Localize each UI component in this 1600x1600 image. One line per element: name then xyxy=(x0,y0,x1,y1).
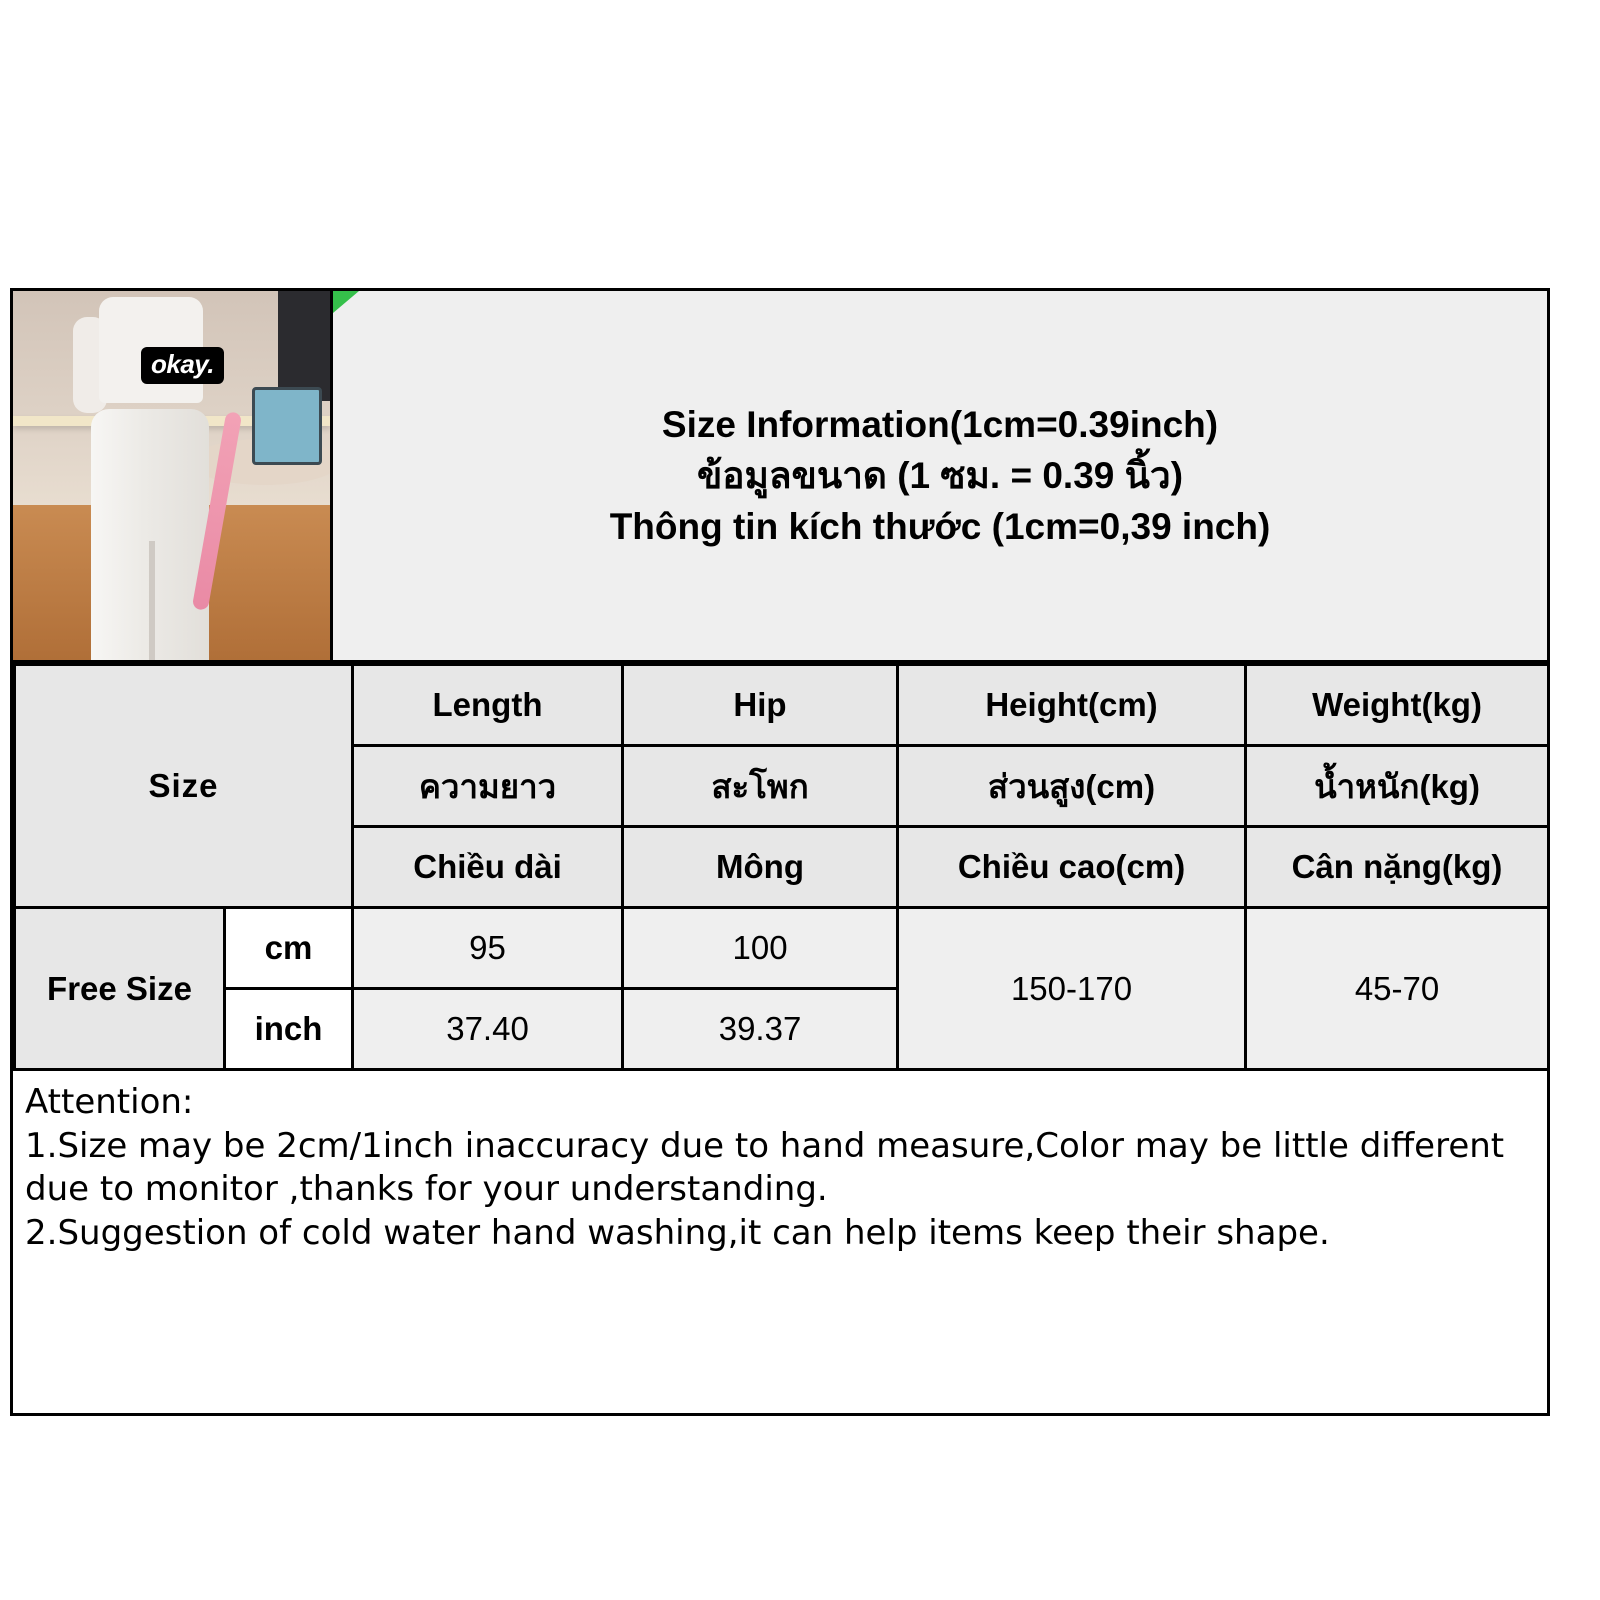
photo-badge: okay. xyxy=(141,347,224,384)
col-header-weight-vi: Cân nặng(kg) xyxy=(1246,827,1549,908)
value-height-range: 150-170 xyxy=(898,908,1246,1070)
col-header-weight-en: Weight(kg) xyxy=(1246,665,1549,746)
photo-pants-seam xyxy=(149,541,155,660)
attention-line-2: 2.Suggestion of cold water hand washing,it can help items keep their shape. xyxy=(25,1212,1330,1253)
photo-dark-panel xyxy=(278,291,330,401)
value-hip-inch: 39.37 xyxy=(623,989,898,1070)
value-length-inch: 37.40 xyxy=(353,989,623,1070)
title-english: Size Information(1cm=0.39inch) xyxy=(661,403,1219,445)
value-hip-cm: 100 xyxy=(623,908,898,989)
attention-line-1: 1.Size may be 2cm/1inch inaccuracy due to hand measure,Color may be little different due to monitor ,thanks for your understanding. xyxy=(25,1125,1505,1210)
chart-header-row xyxy=(13,291,1547,663)
col-header-length-th: ความยาว xyxy=(353,746,623,827)
size-chart-frame xyxy=(10,288,1550,1416)
value-weight-range: 45-70 xyxy=(1246,908,1549,1070)
title-block xyxy=(333,291,1547,660)
value-length-cm: 95 xyxy=(353,908,623,989)
title-vietnamese: Thông tin kích thước (1cm=0,39 inch) xyxy=(609,506,1271,548)
green-corner-marker xyxy=(333,291,359,313)
col-header-hip-vi: Mông xyxy=(623,827,898,908)
attention-heading: Attention: xyxy=(25,1082,194,1122)
col-header-length-vi: Chiều dài xyxy=(353,827,623,908)
row-size-free-size: Free Size xyxy=(15,908,225,1070)
col-header-hip-en: Hip xyxy=(623,665,898,746)
table-header-row-en xyxy=(15,665,1549,746)
title-thai: ข้อมูลขนาด (1 ซม. = 0.39 นิ้ว) xyxy=(696,454,1184,496)
col-header-length-en: Length xyxy=(353,665,623,746)
row-unit-cm: cm xyxy=(225,908,353,989)
col-header-height-th: ส่วนสูง(cm) xyxy=(898,746,1246,827)
attention-block xyxy=(13,1071,1547,1255)
size-header-cell: Size xyxy=(15,665,353,908)
col-header-weight-th: น้ำหนัก(kg) xyxy=(1246,746,1549,827)
col-header-height-en: Height(cm) xyxy=(898,665,1246,746)
row-unit-inch: inch xyxy=(225,989,353,1070)
col-header-height-vi: Chiều cao(cm) xyxy=(898,827,1246,908)
table-row xyxy=(15,908,1549,989)
measurement-table xyxy=(13,663,1550,1071)
col-header-hip-th: สะโพก xyxy=(623,746,898,827)
product-photo xyxy=(13,291,333,660)
photo-monitor xyxy=(252,387,322,465)
